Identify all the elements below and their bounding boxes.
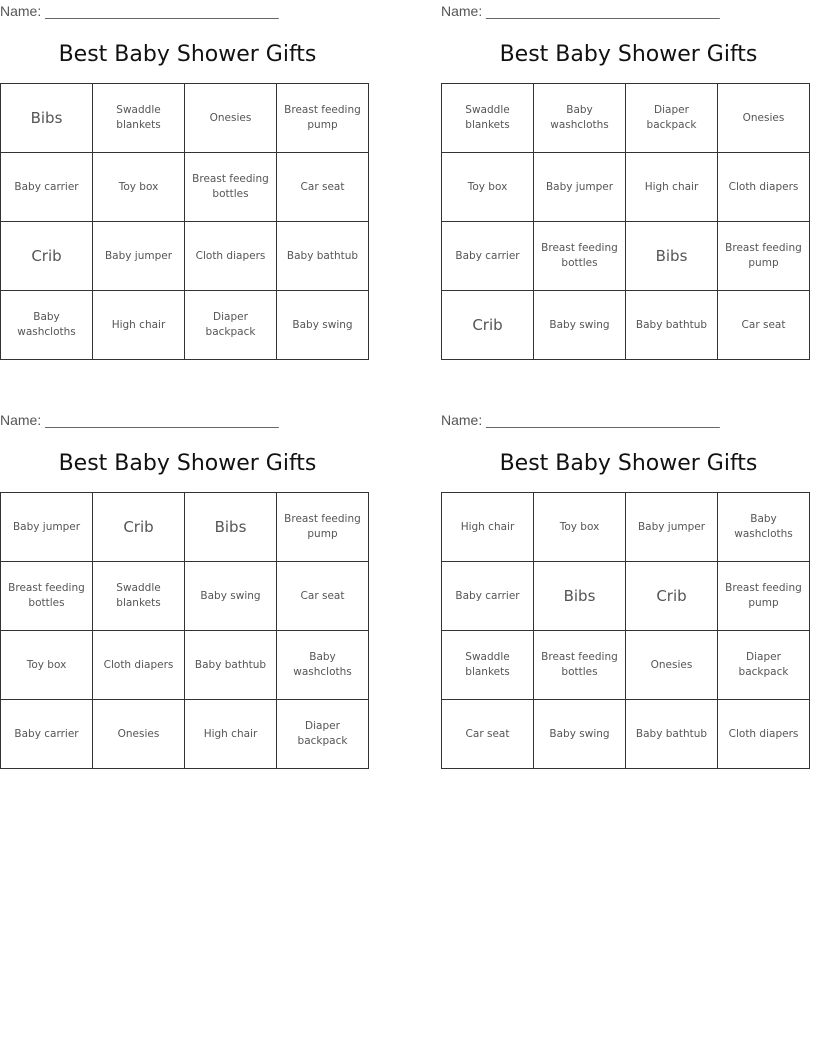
name-blank: ______________________________ (486, 412, 720, 428)
card-title: Best Baby Shower Gifts (499, 451, 758, 476)
grid-row (1, 153, 369, 222)
grid-cell: Onesies (93, 700, 185, 769)
grid-cell: Baby washcloths (1, 291, 93, 360)
grid-row (442, 493, 810, 562)
grid-cell: Toy box (93, 153, 185, 222)
grid-cell: Cloth diapers (93, 631, 185, 700)
grid-cell: Diaper backpack (277, 700, 369, 769)
grid-row (1, 493, 369, 562)
grid-cell: Baby swing (534, 700, 626, 769)
grid-cell: Swaddle blankets (442, 631, 534, 700)
grid-cell: Breast feeding pump (718, 222, 810, 291)
grid-cell: Breast feeding pump (718, 562, 810, 631)
grid-row (442, 222, 810, 291)
grid-cell: Toy box (442, 153, 534, 222)
name-line (441, 2, 720, 20)
grid-cell: Baby washcloths (534, 84, 626, 153)
grid-row (1, 84, 369, 153)
grid-cell: Bibs (185, 493, 277, 562)
grid-cell: Breast feeding bottles (185, 153, 277, 222)
grid-cell: Cloth diapers (718, 700, 810, 769)
name-line (0, 2, 279, 20)
grid-row (442, 84, 810, 153)
bingo-grid (441, 83, 810, 360)
grid-cell: Baby carrier (442, 222, 534, 291)
grid-cell: Diaper backpack (185, 291, 277, 360)
name-blank: ______________________________ (45, 412, 279, 428)
grid-cell: Baby bathtub (185, 631, 277, 700)
grid-cell: Breast feeding pump (277, 84, 369, 153)
grid-cell: Baby jumper (1, 493, 93, 562)
grid-row (442, 562, 810, 631)
grid-cell: High chair (185, 700, 277, 769)
grid-cell: Breast feeding pump (277, 493, 369, 562)
bingo-grid (441, 492, 810, 769)
grid-cell: Swaddle blankets (93, 84, 185, 153)
name-label: Name: (441, 3, 487, 19)
grid-cell: Toy box (1, 631, 93, 700)
grid-cell: Swaddle blankets (442, 84, 534, 153)
grid-cell: Diaper backpack (718, 631, 810, 700)
name-line (441, 411, 720, 429)
grid-row (442, 291, 810, 360)
grid-cell: Crib (442, 291, 534, 360)
bingo-grid (0, 492, 369, 769)
grid-cell: Breast feeding bottles (534, 222, 626, 291)
grid-cell: Baby carrier (442, 562, 534, 631)
grid-cell: Onesies (626, 631, 718, 700)
grid-cell: Cloth diapers (718, 153, 810, 222)
grid-cell: Baby washcloths (277, 631, 369, 700)
grid-cell: High chair (93, 291, 185, 360)
grid-cell: Breast feeding bottles (534, 631, 626, 700)
grid-cell: Crib (626, 562, 718, 631)
grid-cell: Baby jumper (93, 222, 185, 291)
grid-cell: Bibs (534, 562, 626, 631)
name-line (0, 411, 279, 429)
grid-cell: Bibs (1, 84, 93, 153)
grid-cell: Bibs (626, 222, 718, 291)
grid-cell: Baby swing (277, 291, 369, 360)
grid-cell: Car seat (277, 153, 369, 222)
grid-cell: Baby swing (185, 562, 277, 631)
grid-row (1, 222, 369, 291)
grid-cell: Onesies (185, 84, 277, 153)
grid-row (1, 631, 369, 700)
grid-row (442, 700, 810, 769)
grid-cell: Car seat (718, 291, 810, 360)
grid-cell: Car seat (442, 700, 534, 769)
grid-cell: Swaddle blankets (93, 562, 185, 631)
name-blank: ______________________________ (45, 3, 279, 19)
card-title: Best Baby Shower Gifts (499, 42, 758, 67)
grid-cell: Car seat (277, 562, 369, 631)
grid-cell: High chair (626, 153, 718, 222)
name-blank: ______________________________ (486, 3, 720, 19)
grid-cell: Cloth diapers (185, 222, 277, 291)
grid-cell: Baby swing (534, 291, 626, 360)
grid-cell: Baby jumper (626, 493, 718, 562)
grid-row (442, 631, 810, 700)
name-label: Name: (0, 412, 46, 428)
card-title: Best Baby Shower Gifts (58, 451, 317, 476)
grid-cell: Baby carrier (1, 700, 93, 769)
grid-cell: Baby bathtub (626, 700, 718, 769)
grid-cell: Baby bathtub (626, 291, 718, 360)
grid-cell: High chair (442, 493, 534, 562)
name-label: Name: (441, 412, 487, 428)
grid-row (1, 700, 369, 769)
grid-cell: Onesies (718, 84, 810, 153)
bingo-grid (0, 83, 369, 360)
grid-cell: Baby bathtub (277, 222, 369, 291)
name-label: Name: (0, 3, 46, 19)
grid-cell: Toy box (534, 493, 626, 562)
grid-cell: Crib (1, 222, 93, 291)
grid-cell: Baby washcloths (718, 493, 810, 562)
grid-cell: Breast feeding bottles (1, 562, 93, 631)
grid-row (442, 153, 810, 222)
card-title: Best Baby Shower Gifts (58, 42, 317, 67)
grid-row (1, 562, 369, 631)
grid-cell: Baby jumper (534, 153, 626, 222)
grid-row (1, 291, 369, 360)
grid-cell: Baby carrier (1, 153, 93, 222)
grid-cell: Diaper backpack (626, 84, 718, 153)
grid-cell: Crib (93, 493, 185, 562)
